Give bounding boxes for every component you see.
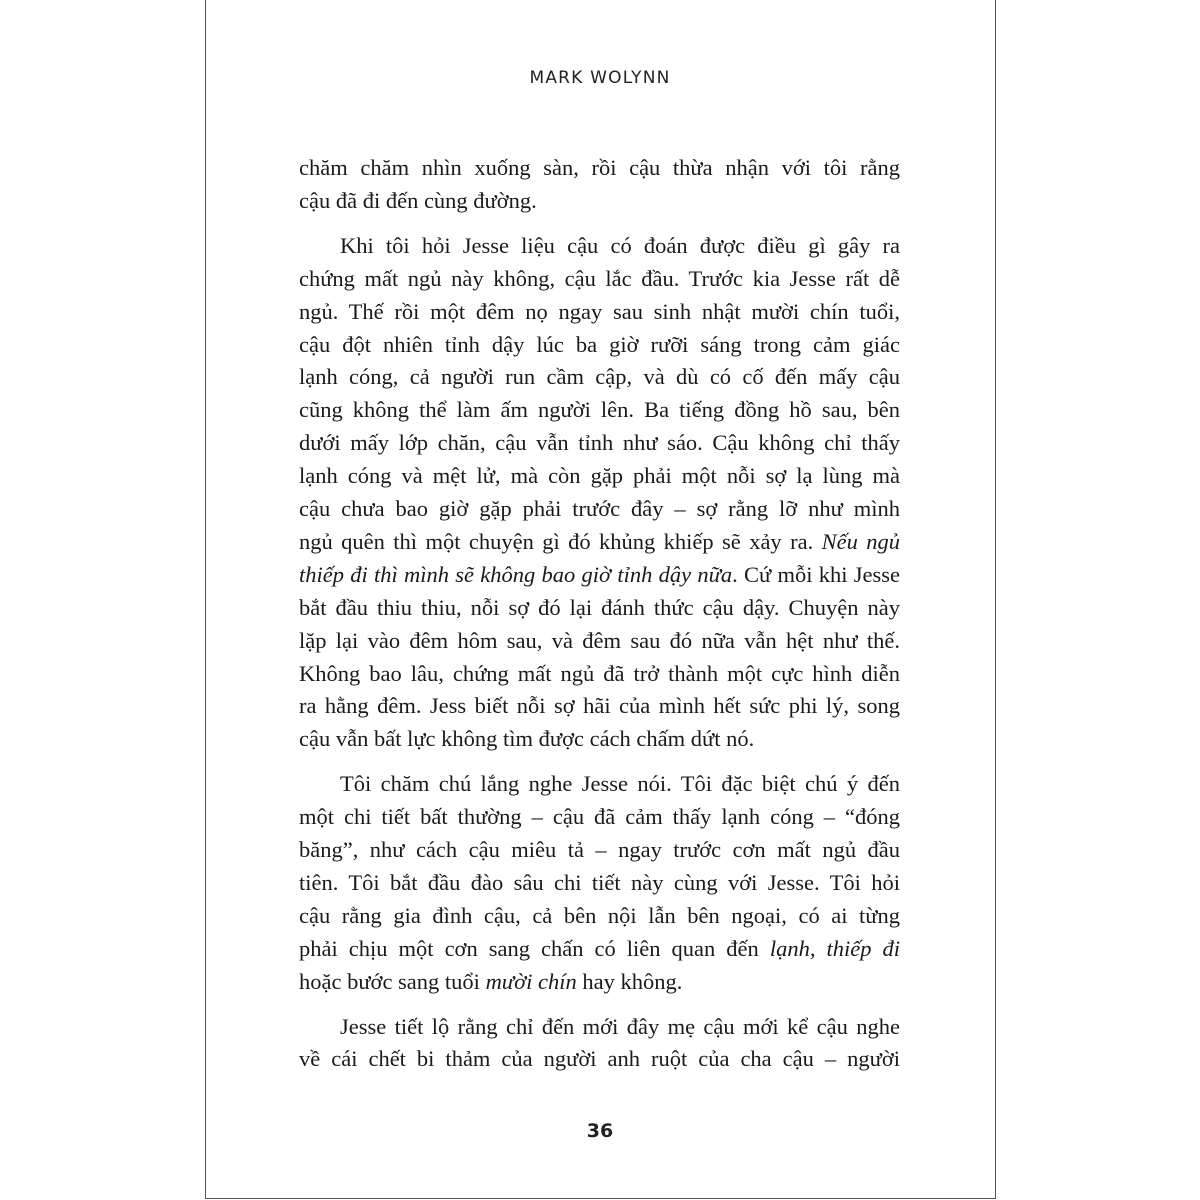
text: Tôi chăm chú lắng nghe Jesse nói. Tôi đặc biệt chú ý đến: [340, 771, 900, 797]
text-line: [299, 264, 900, 294]
text: băng”, như cách cậu miêu tả – ngay trước cơn mất ngủ đầu: [299, 837, 900, 862]
text: Khi tôi hỏi Jesse liệu cậu có đoán được điều gì gây ra: [340, 232, 900, 258]
text-line: [299, 934, 900, 964]
text-line: [299, 593, 900, 623]
text: Jesse tiết lộ rằng chỉ đến mới đây mẹ cậu mới kể cậu nghe: [340, 1013, 900, 1039]
page-number: 36: [586, 1120, 614, 1142]
text-line: [299, 691, 900, 721]
text: bắt đầu thiu thiu, nỗi sợ đó lại đánh thức cậu dậy. Chuyện này: [299, 594, 900, 620]
text: hoặc bước sang tuổi: [299, 968, 486, 994]
italic-text: Nếu ngủ: [821, 528, 900, 554]
text: ngủ quên thì một chuyện gì đó khủng khiếp sẽ xảy ra.: [299, 528, 822, 554]
text-line: [299, 659, 900, 689]
text-line: [299, 560, 900, 590]
text: chứng mất ngủ này không, cậu lắc đầu. Trước kia Jesse rất dễ: [299, 265, 900, 291]
text-line: [340, 1012, 900, 1042]
text-line: [299, 527, 900, 557]
text-line: [299, 494, 900, 524]
text-line: [299, 724, 900, 754]
text: ra hằng đêm. Jess biết nỗi sợ hãi của mình hết sức phi lý, song: [299, 693, 900, 719]
text-line: [299, 626, 900, 656]
text-line: [340, 231, 900, 261]
text: cậu đã đi đến cùng đường.: [299, 187, 537, 213]
italic-text: mười chín: [485, 968, 577, 994]
text: tiên. Tôi bắt đầu đào sâu chi tiết này cùng với Jesse. Tôi hỏi: [299, 869, 900, 895]
text: ngủ. Thế rồi một đêm nọ ngay sau sinh nhật mười chín tuổi,: [299, 298, 900, 324]
running-header: MARK WOLYNN: [529, 68, 671, 88]
text: cậu đột nhiên tỉnh dậy lúc ba giờ rưỡi sáng trong cảm giác: [299, 331, 900, 357]
text-line: [340, 769, 900, 799]
text: hay không.: [576, 968, 683, 994]
text: . Cứ mỗi khi Jesse: [732, 561, 900, 587]
text-line: [299, 802, 900, 832]
italic-text: thiếp đi thì mình sẽ không bao giờ tỉnh dậy nữa: [299, 561, 733, 587]
text: cậu rằng gia đình cậu, cả bên nội lẫn bên ngoại, có ai từng: [299, 902, 900, 928]
text-line: [299, 153, 900, 183]
text-line: [299, 186, 900, 216]
text: dưới mấy lớp chăn, cậu vẫn tỉnh như sáo. Cậu không chỉ thấy: [299, 430, 900, 456]
italic-text: lạnh, thiếp đi: [769, 935, 901, 961]
text-line: [299, 395, 900, 425]
text: lạnh cóng và mệt lử, mà còn gặp phải một nỗi sợ lạ lùng mà: [299, 463, 900, 489]
text-line: [299, 428, 900, 458]
text-line: [299, 461, 900, 491]
text: cũng không thể làm ấm người lên. Ba tiếng đồng hồ sau, bên: [299, 397, 900, 423]
text-line: [299, 868, 900, 898]
text-line: [299, 901, 900, 931]
text: Không bao lâu, chứng mất ngủ đã trở thành một cực hình diễn: [299, 660, 900, 686]
text: cậu chưa bao giờ gặp phải trước đây – sợ rằng lỡ như mình: [299, 496, 900, 521]
text: lặp lại vào đêm hôm sau, và đêm sau đó nữa vẫn hệt như thế.: [299, 627, 900, 653]
text: cậu vẫn bất lực không tìm được cách chấm dứt nó.: [299, 726, 755, 752]
text: chăm chăm nhìn xuống sàn, rồi cậu thừa nhận với tôi rằng: [299, 155, 900, 180]
text: một chi tiết bất thường – cậu đã cảm thấy lạnh cóng – “đóng: [299, 804, 900, 830]
text: lạnh cóng, cả người run cầm cập, và dù có cố đến mấy cậu: [299, 364, 900, 390]
text-line: [299, 330, 900, 360]
text-line: [299, 967, 900, 997]
text: về cái chết bi thảm của người anh ruột của cha cậu – người: [299, 1046, 900, 1072]
text-line: [299, 835, 900, 865]
text: phải chịu một cơn sang chấn có liên quan đến: [299, 935, 770, 961]
text-line: [299, 1044, 900, 1074]
text-line: [299, 362, 900, 392]
text-line: [299, 297, 900, 327]
